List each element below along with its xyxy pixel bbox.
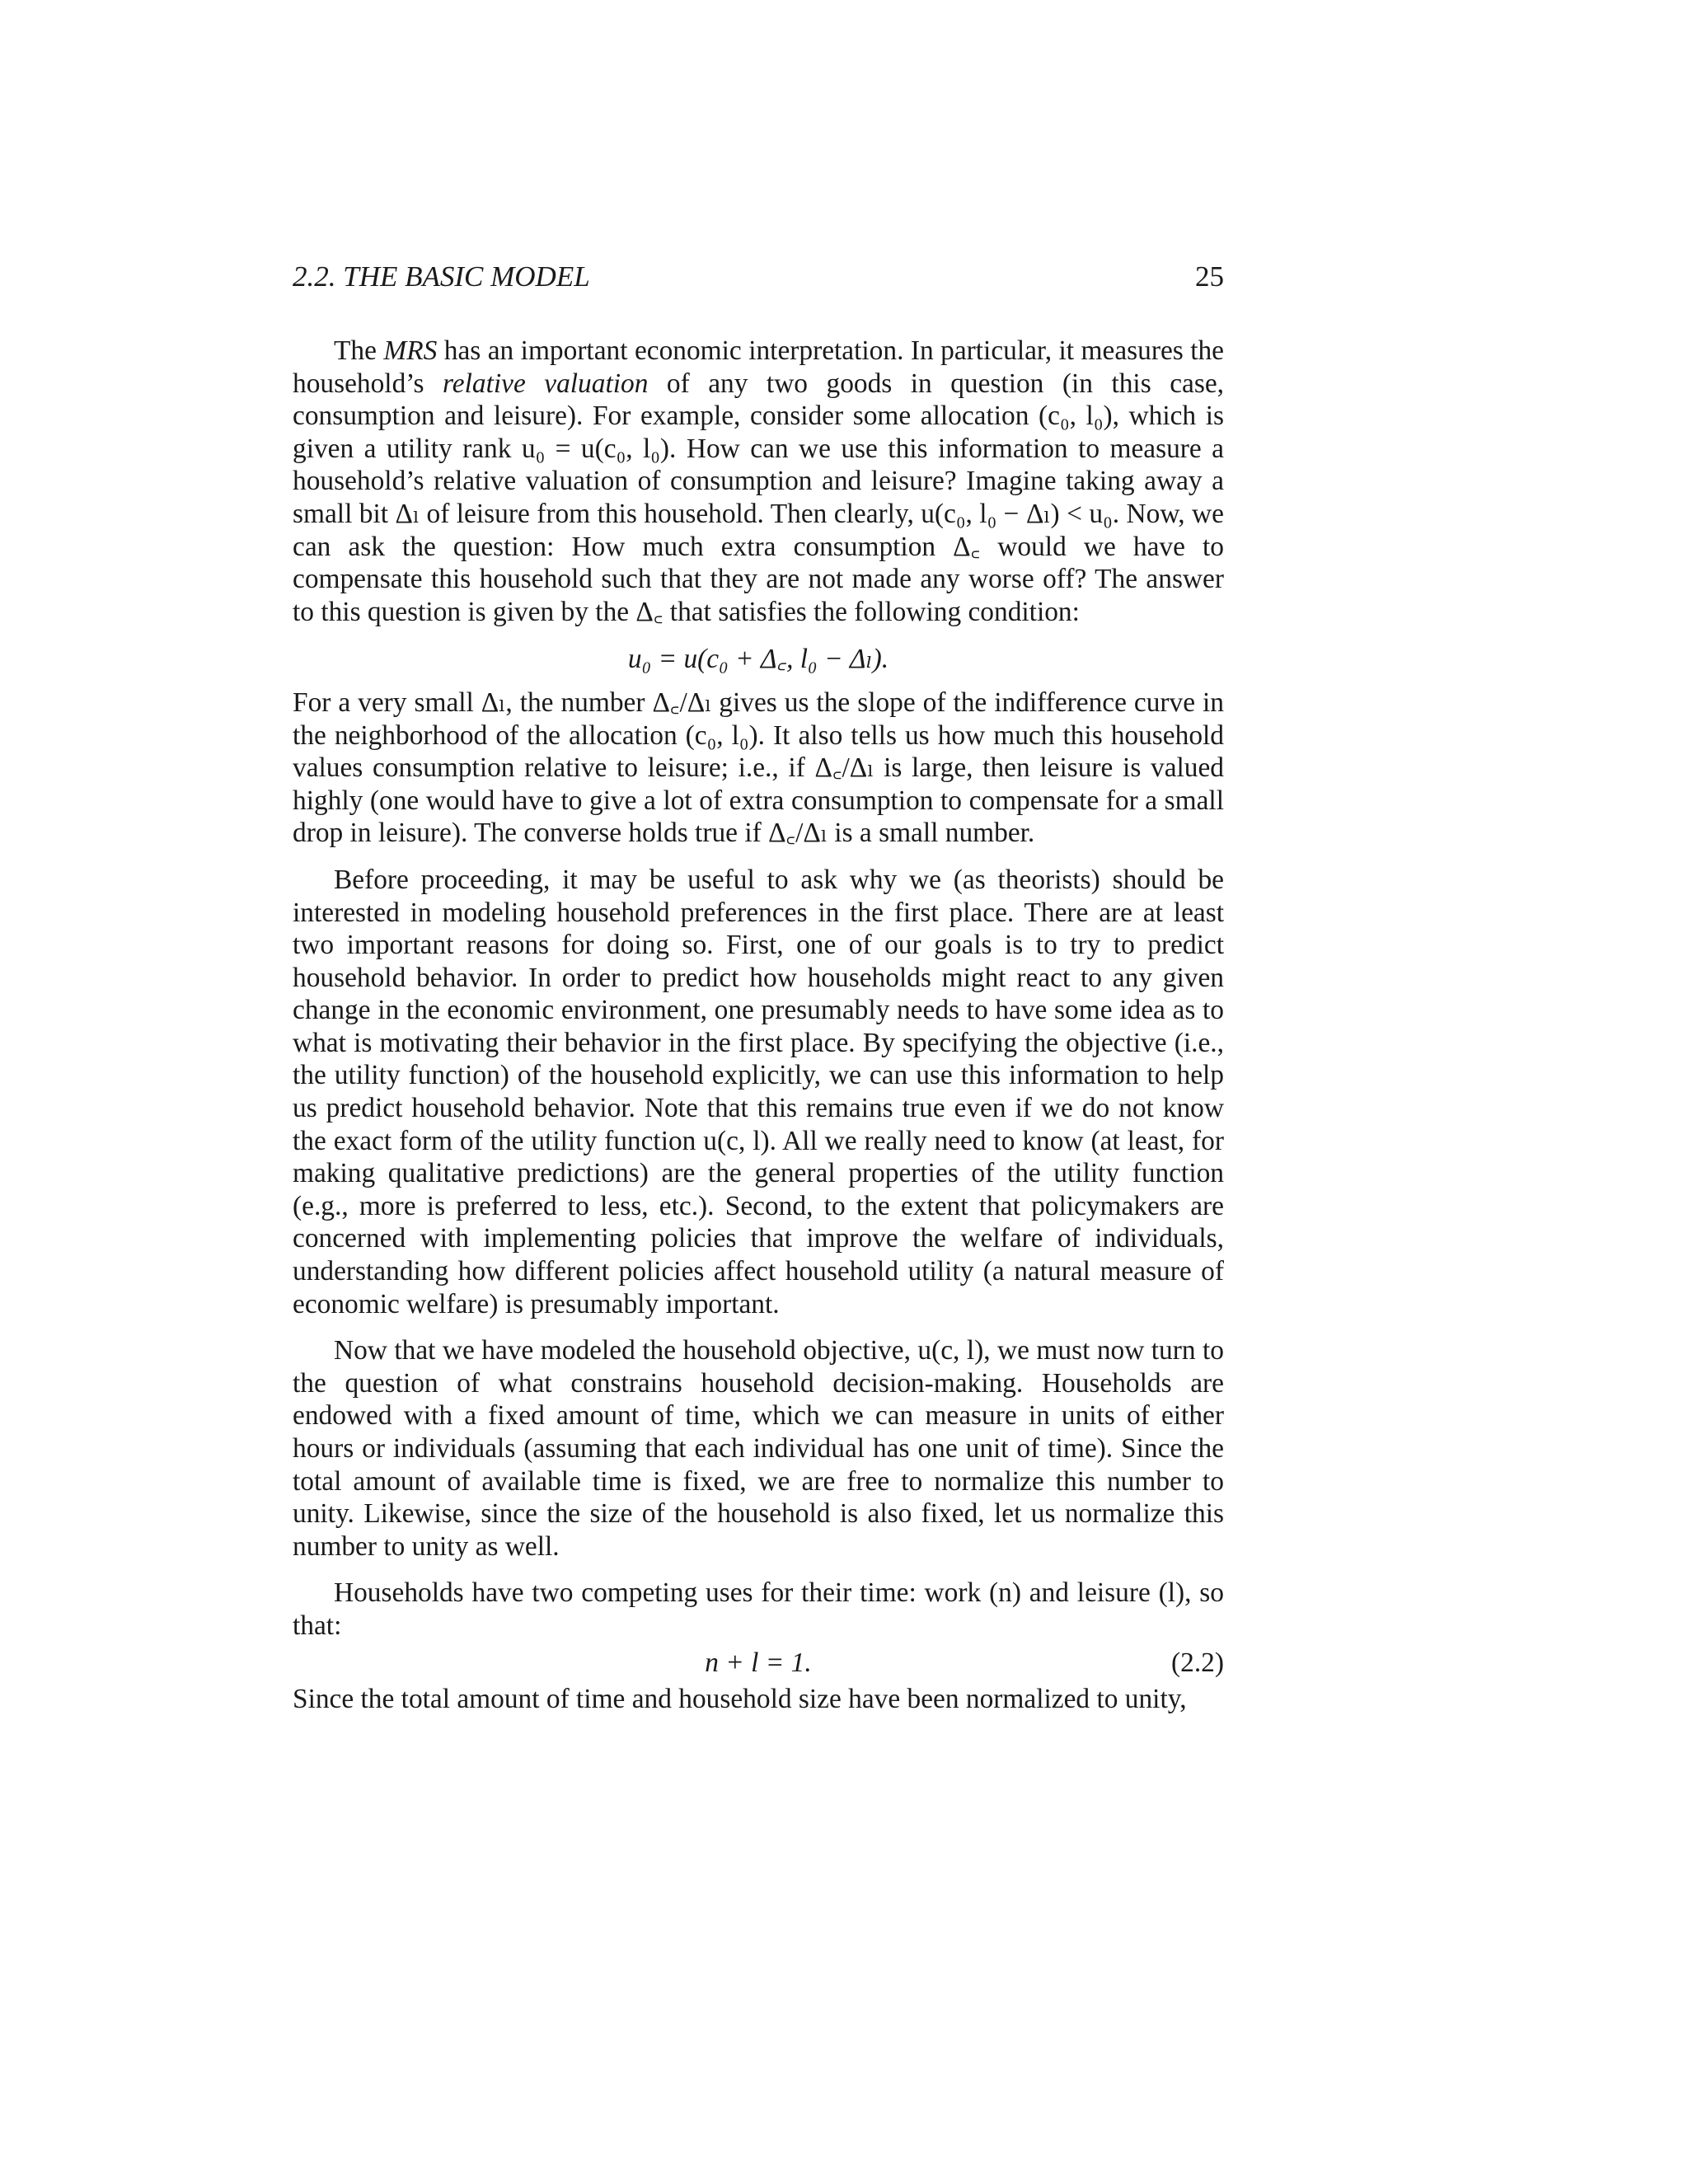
paragraph-time-uses: Households have two competing uses for their time: work (n) and leisure (l), so that: [293,1577,1224,1641]
equation-number: (2.2) [1171,1647,1224,1678]
paragraph-text: of any two goods in question (in this case, consumption and leisure). For example, consider some allocation (c₀, l₀), which is given a utility rank u₀ = u(c₀, l₀). How can we use this information to measure a household’s relative valuation of consumption and leisure? Imagine taking away a small bit Δₗ of leisure from this household. Then clearly, u(c₀, l₀ − Δₗ) < u₀. Now, we can ask the question: How much extra consumption Δ꜀ would we have to compensate this household such that they are not made any worse off? The answer to this question is given by the Δ꜀ that satisfies the following condition: [293,368,1224,627]
running-head: 2.2. THE BASIC MODEL [293,260,590,293]
equation-body: n + l = 1. [705,1647,812,1678]
paragraph-mrs-interpretation [293,335,1224,628]
paragraph-text: The [334,335,384,366]
paragraph-why-model-preferences: Before proceeding, it may be useful to ask why we (as theorists) should be interested in modeling household preferences in the first place. There are at least two important reasons for doing so. First, one of our goals is to try to predict household behavior. In order to predict how households might react to any given change in the economic environment, one presumably needs to have some idea as to what is motivating their behavior in the first place. By specifying the objective (i.e., the utility function) of the household explicitly, we can use this information to help us predict household behavior. Note that this remains true even if we do not know the exact form of the utility function u(c, l). All we really need to know (at least, for making qualitative predictions) are the general properties of the utility function (e.g., more is preferred to less, etc.). Second, to the extent that policymakers are concerned with implementing policies that improve the welfare of individuals, understanding how different policies affect household utility (a natural measure of economic welfare) is presumably important. [293,864,1224,1319]
paragraph-normalization: Since the total amount of time and household size have been normalized to unity, [293,1683,1187,1714]
display-equation-indifference: u₀ = u(c₀ + Δ꜀, l₀ − Δₗ). [627,644,889,675]
emphasized-term: relative valuation [443,368,649,399]
paragraph-text: has an important economic interpretation. In particular, it measures the household’s [293,335,1225,399]
paragraph-slope-indifference: For a very small Δₗ, the number Δ꜀/Δₗ gives us the slope of the indifference curve in the neighborhood of the allocation (c₀, l₀). It also tells us how much this household values consumption relative to leisure; i.e., if Δ꜀/Δₗ is large, then leisure is valued highly (one would have to give a lot of extra consumption to compensate for a small drop in leisure). The converse holds true if Δ꜀/Δₗ is a small number. [293,687,1224,849]
page-body [293,335,1224,1715]
mrs-term: MRS [383,335,438,366]
page-number: 25 [1195,260,1224,293]
numbered-equation-time-constraint [293,1647,1224,1680]
page-header [293,260,1224,302]
paragraph-household-constraints: Now that we have modeled the household objective, u(c, l), we must now turn to the question of what constrains household decision-making. Households are endowed with a fixed amount of time, which we can measure in units of either hours or individuals (assuming that each individual has one unit of time). Since the total amount of available time is fixed, we are free to normalize this number to unity. Likewise, since the size of the household is also fixed, let us normalize this number to unity as well. [293,1335,1224,1562]
